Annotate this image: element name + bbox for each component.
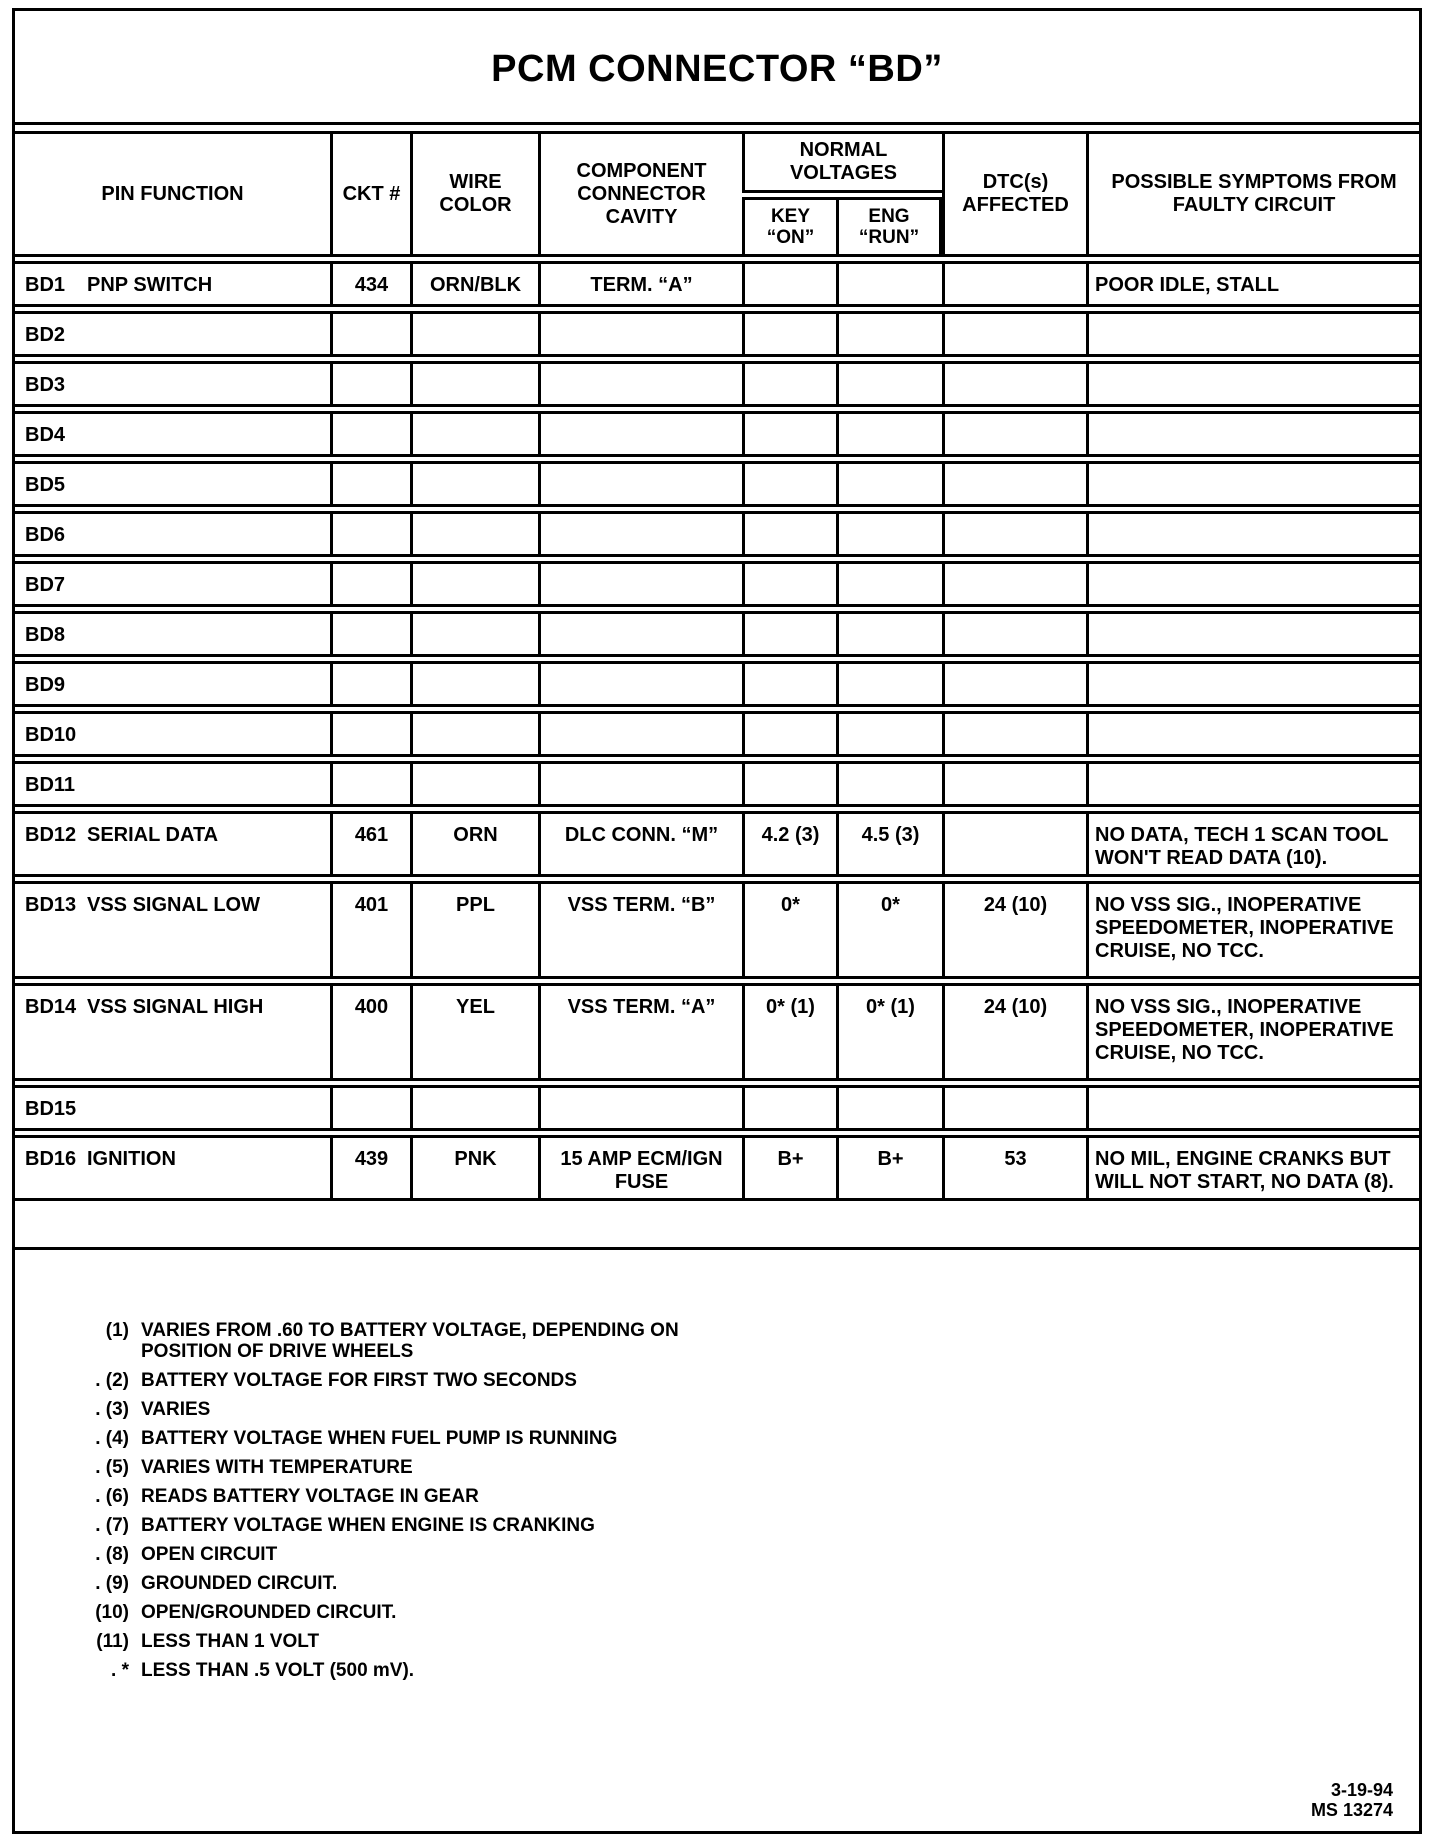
key-on-cell: 0* [742, 881, 836, 979]
key-on-cell [742, 761, 836, 807]
ckt-cell [330, 311, 410, 357]
ckt-cell: 439 [330, 1135, 410, 1201]
note-text: BATTERY VOLTAGE WHEN FUEL PUMP IS RUNNING [141, 1428, 618, 1449]
pin-code: BD8 [25, 624, 66, 646]
table-row [12, 983, 1422, 1081]
wire-cell: PNK [410, 1135, 538, 1201]
wire-cell [410, 1085, 538, 1131]
cavity-cell [538, 1085, 742, 1131]
pin-code: BD4 [25, 424, 66, 446]
symptoms-cell [1086, 511, 1422, 557]
note-item [77, 1598, 761, 1627]
cavity-cell [538, 561, 742, 607]
symptoms-cell [1086, 611, 1422, 657]
dtc-cell: 24 (10) [942, 983, 1086, 1081]
wire-cell: PPL [410, 881, 538, 979]
pin-code: BD1 [25, 274, 66, 296]
pin-code: BD2 [25, 324, 66, 346]
pin-code: BD9 [25, 674, 66, 696]
header-ckt: CKT # [330, 131, 410, 257]
table-row [12, 1135, 1422, 1201]
note-mark: . (2) [95, 1370, 129, 1391]
header-key-on: KEY “ON” [742, 197, 836, 257]
wire-cell [410, 611, 538, 657]
cavity-cell [538, 511, 742, 557]
stamp-date: 3-19-94 [1330, 1780, 1393, 1800]
ckt-cell [330, 661, 410, 707]
pin-function: SERIAL DATA [87, 824, 219, 846]
cavity-cell [538, 311, 742, 357]
cavity-cell: TERM. “A” [538, 261, 742, 307]
note-mark: (1) [105, 1320, 129, 1341]
key-on-cell [742, 661, 836, 707]
cavity-cell [538, 461, 742, 507]
table-row [12, 1085, 1422, 1131]
header-eng-run: ENG “RUN” [836, 197, 942, 257]
document-stamp [1311, 1780, 1393, 1820]
key-on-cell [742, 561, 836, 607]
note-item [77, 1540, 761, 1569]
note-item [77, 1627, 761, 1656]
symptoms-cell [1086, 411, 1422, 457]
ckt-cell: 434 [330, 261, 410, 307]
eng-run-cell [836, 311, 942, 357]
pin-table [12, 127, 1422, 1205]
symptoms-cell: POOR IDLE, STALL [1086, 261, 1422, 307]
header-normal-voltages: NORMAL VOLTAGES [742, 131, 942, 193]
key-on-cell: 0* (1) [742, 983, 836, 1081]
wire-cell [410, 361, 538, 407]
table-row [12, 761, 1422, 807]
pin-function: IGNITION [87, 1148, 176, 1170]
note-text: LESS THAN .5 VOLT (500 mV). [141, 1660, 415, 1681]
table-row [12, 411, 1422, 457]
table-row [12, 361, 1422, 407]
pin-code: BD15 [25, 1098, 77, 1120]
key-on-cell [742, 711, 836, 757]
wire-cell: ORN [410, 811, 538, 877]
eng-run-cell: 0* [836, 881, 942, 979]
dtc-cell [942, 611, 1086, 657]
note-mark: (10) [95, 1602, 129, 1623]
symptoms-cell [1086, 761, 1422, 807]
wire-cell [410, 561, 538, 607]
symptoms-cell [1086, 1085, 1422, 1131]
note-item [77, 1656, 761, 1685]
key-on-cell [742, 611, 836, 657]
pin-code: BD6 [25, 524, 66, 546]
pin-function: PNP SWITCH [87, 274, 213, 296]
dtc-cell [942, 711, 1086, 757]
dtc-cell [942, 811, 1086, 877]
ckt-cell [330, 761, 410, 807]
symptoms-cell: NO VSS SIG., INOPERATIVE SPEEDOMETER, INOPERATIVE CRUISE, NO TCC. [1086, 983, 1422, 1081]
dtc-cell [942, 511, 1086, 557]
dtc-cell [942, 311, 1086, 357]
symptoms-cell [1086, 461, 1422, 507]
note-text: READS BATTERY VOLTAGE IN GEAR [141, 1486, 479, 1507]
wire-cell: YEL [410, 983, 538, 1081]
page-title: PCM CONNECTOR “BD” [15, 11, 1419, 125]
ckt-cell [330, 361, 410, 407]
header-symptoms: POSSIBLE SYMPTOMS FROM FAULTY CIRCUIT [1086, 131, 1422, 257]
eng-run-cell: B+ [836, 1135, 942, 1201]
note-mark: . (8) [95, 1544, 129, 1565]
symptoms-cell [1086, 661, 1422, 707]
ckt-cell: 461 [330, 811, 410, 877]
eng-run-cell [836, 1085, 942, 1131]
ckt-cell [330, 561, 410, 607]
ckt-cell [330, 511, 410, 557]
wire-cell [410, 511, 538, 557]
eng-run-cell [836, 361, 942, 407]
pin-code: BD13 [25, 894, 77, 916]
wire-cell [410, 461, 538, 507]
symptoms-cell: NO DATA, TECH 1 SCAN TOOL WON'T READ DATA (10). [1086, 811, 1422, 877]
table-row [12, 611, 1422, 657]
note-mark: (11) [96, 1631, 129, 1652]
dtc-cell [942, 261, 1086, 307]
ckt-cell [330, 411, 410, 457]
eng-run-cell [836, 711, 942, 757]
note-text: VARIES FROM .60 TO BATTERY VOLTAGE, DEPENDING ON POSITION OF DRIVE WHEELS [141, 1320, 679, 1362]
cavity-cell [538, 611, 742, 657]
note-item [77, 1316, 761, 1366]
dtc-cell [942, 411, 1086, 457]
note-item [77, 1453, 761, 1482]
wire-cell [410, 311, 538, 357]
eng-run-cell [836, 411, 942, 457]
pin-code: BD11 [25, 774, 76, 796]
dtc-cell [942, 461, 1086, 507]
eng-run-cell [836, 761, 942, 807]
key-on-cell [742, 261, 836, 307]
key-on-cell: 4.2 (3) [742, 811, 836, 877]
table-row [12, 561, 1422, 607]
stamp-code: MS 13274 [1310, 1800, 1393, 1820]
symptoms-cell: NO VSS SIG., INOPERATIVE SPEEDOMETER, INOPERATIVE CRUISE, NO TCC. [1086, 881, 1422, 979]
symptoms-cell [1086, 311, 1422, 357]
pin-code: BD14 [25, 996, 77, 1018]
table-row [12, 461, 1422, 507]
cavity-cell [538, 761, 742, 807]
dtc-cell [942, 661, 1086, 707]
table-row [12, 511, 1422, 557]
header-dtc: DTC(s) AFFECTED [942, 131, 1086, 257]
dtc-cell [942, 561, 1086, 607]
wire-cell: ORN/BLK [410, 261, 538, 307]
ckt-cell [330, 611, 410, 657]
table-row [12, 811, 1422, 877]
wire-cell [410, 761, 538, 807]
symptoms-cell [1086, 561, 1422, 607]
pin-function: VSS SIGNAL HIGH [87, 996, 264, 1018]
note-item [77, 1424, 761, 1453]
cavity-cell: 15 AMP ECM/IGN FUSE [538, 1135, 742, 1201]
key-on-cell [742, 311, 836, 357]
dtc-cell [942, 1085, 1086, 1131]
note-text: OPEN/GROUNDED CIRCUIT. [141, 1602, 397, 1623]
dtc-cell [942, 761, 1086, 807]
eng-run-cell: 0* (1) [836, 983, 942, 1081]
ckt-cell [330, 1085, 410, 1131]
symptoms-cell [1086, 711, 1422, 757]
notes-section [15, 1247, 1419, 1820]
pin-code: BD12 [25, 824, 77, 846]
eng-run-cell [836, 661, 942, 707]
eng-run-cell [836, 261, 942, 307]
eng-run-cell: 4.5 (3) [836, 811, 942, 877]
table-row [12, 311, 1422, 357]
cavity-cell: VSS TERM. “A” [538, 983, 742, 1081]
ckt-cell: 401 [330, 881, 410, 979]
pin-code: BD10 [25, 724, 77, 746]
eng-run-cell [836, 511, 942, 557]
table-row [12, 881, 1422, 979]
note-text: OPEN CIRCUIT [141, 1544, 278, 1565]
note-text: VARIES [141, 1399, 211, 1420]
table-row [12, 711, 1422, 757]
eng-run-cell [836, 461, 942, 507]
note-text: GROUNDED CIRCUIT. [141, 1573, 338, 1594]
cavity-cell [538, 361, 742, 407]
note-text: BATTERY VOLTAGE FOR FIRST TWO SECONDS [141, 1370, 577, 1391]
note-item [77, 1511, 761, 1540]
key-on-cell [742, 361, 836, 407]
note-mark: . (4) [95, 1428, 129, 1449]
cavity-cell [538, 411, 742, 457]
cavity-cell: DLC CONN. “M” [538, 811, 742, 877]
pin-code: BD7 [25, 574, 66, 596]
cavity-cell: VSS TERM. “B” [538, 881, 742, 979]
note-item [77, 1569, 761, 1598]
ckt-cell [330, 711, 410, 757]
note-item [77, 1395, 761, 1424]
cavity-cell [538, 711, 742, 757]
dtc-cell [942, 361, 1086, 407]
header-pin-function: PIN FUNCTION [12, 131, 330, 257]
dtc-cell: 24 (10) [942, 881, 1086, 979]
wire-cell [410, 411, 538, 457]
eng-run-cell [836, 561, 942, 607]
wire-cell [410, 661, 538, 707]
note-text: BATTERY VOLTAGE WHEN ENGINE IS CRANKING [141, 1515, 595, 1536]
pin-code: BD5 [25, 474, 66, 496]
dtc-cell: 53 [942, 1135, 1086, 1201]
key-on-cell [742, 1085, 836, 1131]
table-row [12, 661, 1422, 707]
symptoms-cell [1086, 361, 1422, 407]
key-on-cell [742, 511, 836, 557]
key-on-cell [742, 461, 836, 507]
note-item [77, 1366, 761, 1395]
connector-sheet [12, 8, 1422, 1834]
cavity-cell [538, 661, 742, 707]
pin-code: BD3 [25, 374, 66, 396]
ckt-cell: 400 [330, 983, 410, 1081]
wire-cell [410, 711, 538, 757]
note-mark: . (7) [95, 1515, 129, 1536]
symptoms-cell: NO MIL, ENGINE CRANKS BUT WILL NOT START, NO DATA (8). [1086, 1135, 1422, 1201]
pin-code: BD16 [25, 1148, 77, 1170]
key-on-cell: B+ [742, 1135, 836, 1201]
notes-list [77, 1316, 761, 1685]
eng-run-cell [836, 611, 942, 657]
note-text: LESS THAN 1 VOLT [141, 1631, 320, 1652]
table-row [12, 261, 1422, 307]
ckt-cell [330, 461, 410, 507]
note-mark: . (6) [95, 1486, 129, 1507]
pin-function: VSS SIGNAL LOW [87, 894, 260, 916]
note-mark: . (3) [95, 1399, 129, 1420]
note-mark: . (9) [95, 1573, 129, 1594]
note-text: VARIES WITH TEMPERATURE [141, 1457, 413, 1478]
key-on-cell [742, 411, 836, 457]
header-wire-color: WIRE COLOR [410, 131, 538, 257]
header-component: COMPONENT CONNECTOR CAVITY [538, 131, 742, 257]
note-mark: . * [111, 1660, 129, 1681]
note-mark: . (5) [95, 1457, 129, 1478]
note-item [77, 1482, 761, 1511]
